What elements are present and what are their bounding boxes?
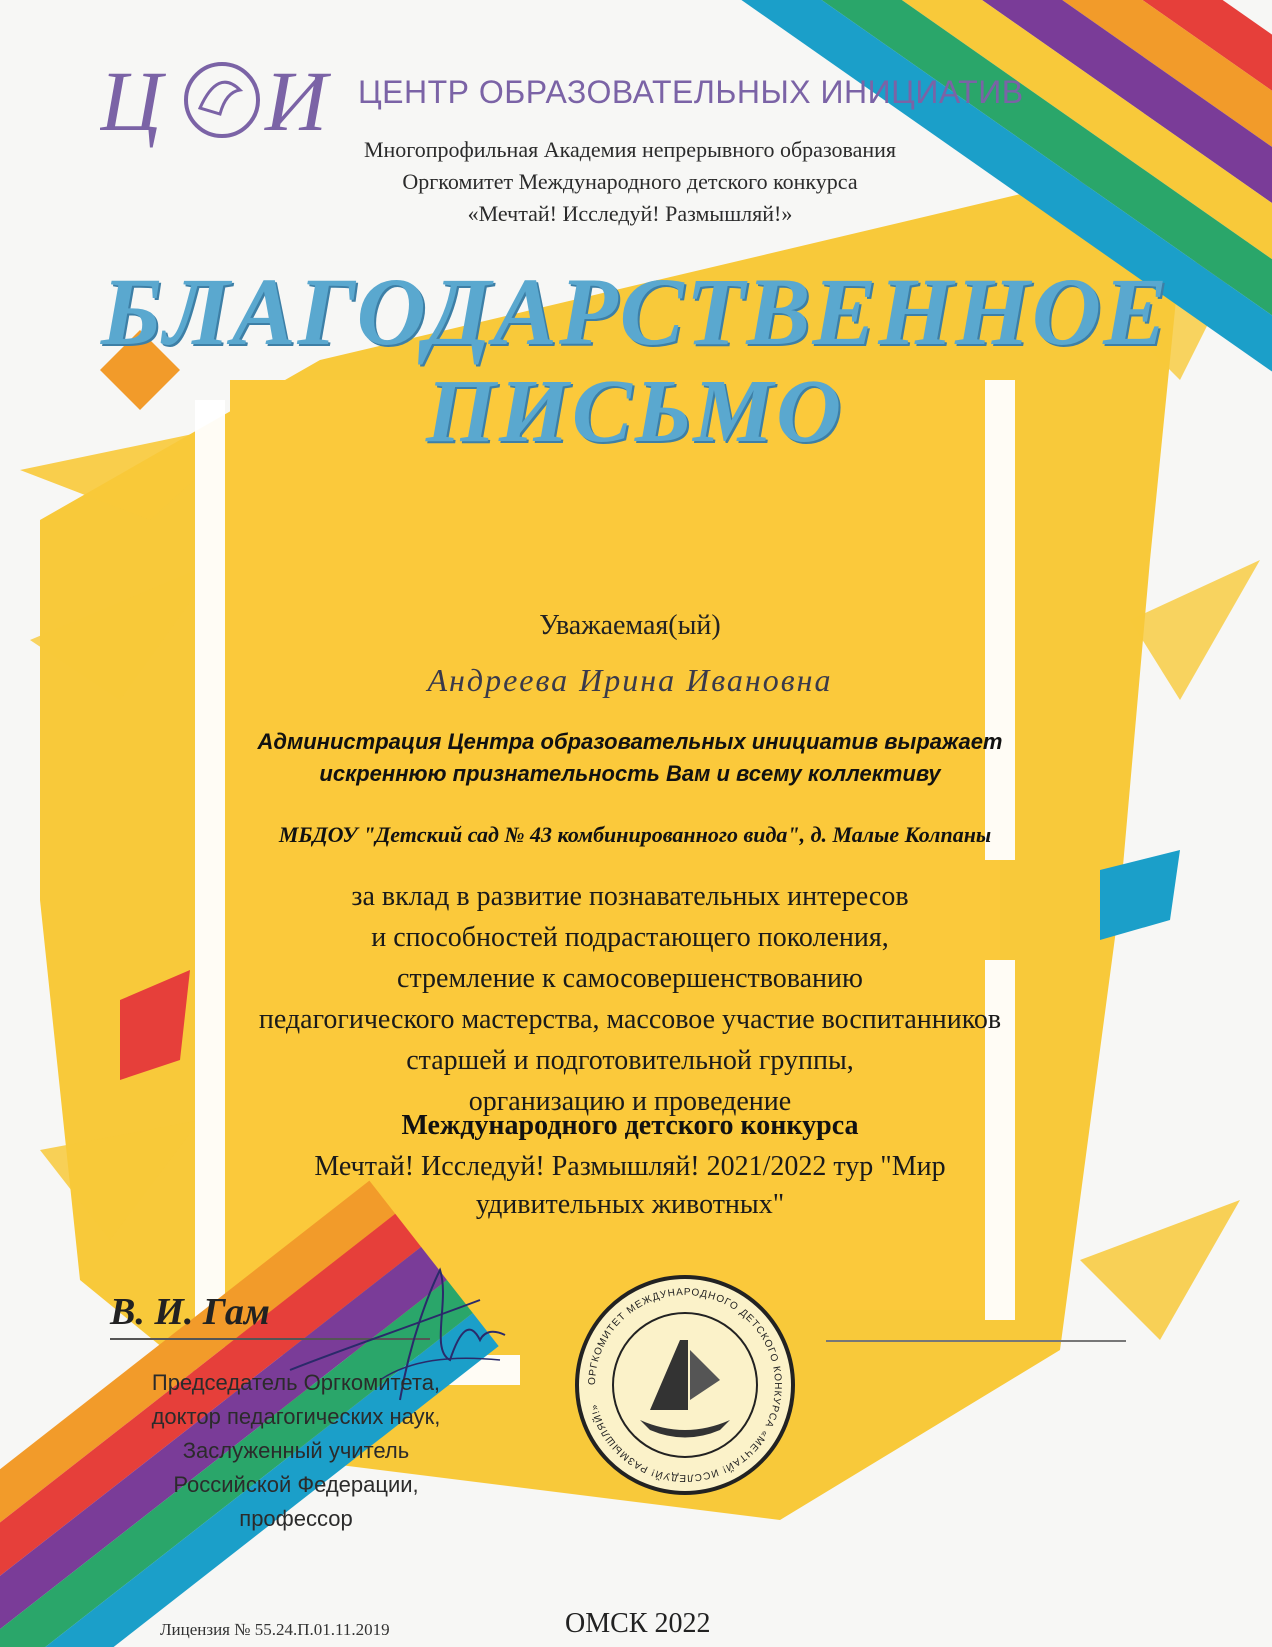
svg-text:И: И (265, 53, 328, 149)
contest-details-line: Мечтай! Исследуй! Размышляй! 2021/2022 тур "Мир (314, 1151, 946, 1182)
greeting: Уважаемая(ый) (539, 610, 721, 641)
signer-name: В. И. Гам (110, 1291, 270, 1333)
body-line: старшей и подготовительной группы, (406, 1045, 854, 1076)
org-name: ЦЕНТР ОБРАЗОВАТЕЛЬНЫХ ИНИЦИАТИВ (358, 74, 1024, 110)
signer-titles (96, 1366, 496, 1536)
contest-quote-line: «Мечтай! Исследуй! Размышляй!» (467, 201, 793, 226)
body-line: стремление к самосовершенствованию (397, 963, 863, 994)
signer-title-line: профессор (239, 1506, 353, 1531)
body-line: организацию и проведение (468, 1086, 792, 1117)
svg-text:Ц: Ц (100, 53, 163, 149)
gratitude-statement (120, 726, 1140, 790)
document-title: БЛАГОДАРСТВЕННОЕ (100, 258, 1170, 365)
official-seal (570, 1270, 800, 1500)
contest-details (180, 1148, 1080, 1224)
signer-title-line: Заслуженный учитель (182, 1438, 410, 1463)
recipient-name: Андреева Ирина Ивановна (427, 662, 833, 698)
institution-name: МБДОУ "Детский сад № 43 комбинированного вида", д. Малые Колпаны (278, 822, 992, 847)
committee-line: Оргкомитет Международного детского конкурса (402, 169, 858, 194)
body-text (120, 876, 1140, 1122)
academy-line: Многопрофильная Академия непрерывного образования (363, 137, 897, 162)
body-line: педагогического мастерства, массовое участие воспитанников (258, 1004, 1002, 1035)
document-title-line2: ПИСЬМО (425, 362, 845, 461)
license-number: Лицензия № 55.24.П.01.11.2019 (160, 1620, 390, 1639)
signer-title-line: доктор педагогических наук, (151, 1404, 441, 1429)
seal-ring-text: ОРГКОМИТЕТ МЕЖДУНАРОДНОГО ДЕТСКОГО КОНКУРСА «МЕЧТАЙ! ИССЛЕДУЙ! РАЗМЫШЛЯЙ!» (586, 1286, 784, 1484)
body-line: и способностей подрастающего поколения, (371, 922, 889, 953)
signer-title-line: Председатель Оргкомитета, (151, 1370, 441, 1395)
gratitude-line: Администрация Центра образовательных инициатив выражает (257, 729, 1003, 754)
body-line: за вклад в развитие познавательных интересов (351, 881, 909, 912)
seal-line (826, 1340, 1126, 1342)
signer-title-line: Российской Федерации, (173, 1472, 419, 1497)
city-year: ОМСК 2022 (565, 1608, 711, 1639)
gratitude-line: искреннюю признательность Вам и всему коллективу (319, 761, 941, 786)
contest-name: Международного детского конкурса (401, 1110, 859, 1141)
contest-details-line: удивительных животных" (475, 1189, 785, 1220)
header-subtitle (200, 134, 1060, 230)
